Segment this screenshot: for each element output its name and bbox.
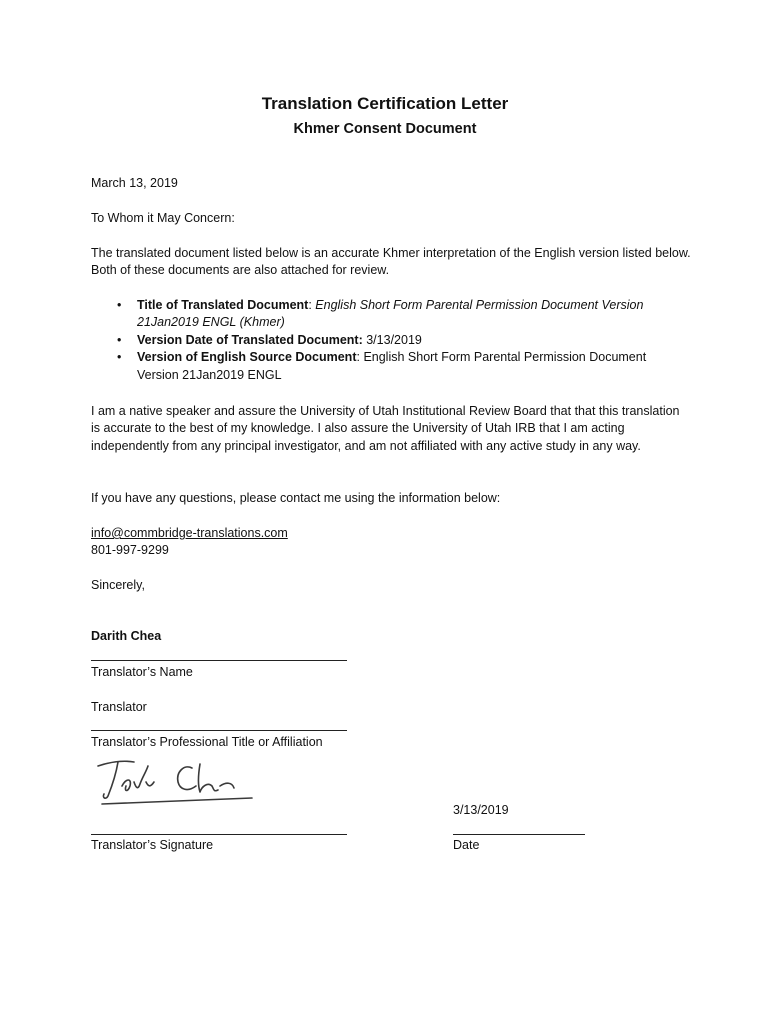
- email-link[interactable]: info@commbridge-translations.com: [91, 526, 288, 540]
- closing: Sincerely,: [91, 578, 145, 592]
- name-label: Translator’s Name: [91, 665, 193, 679]
- signature-underline: [91, 834, 347, 835]
- translator-title: Translator: [91, 700, 147, 714]
- item-separator: :: [356, 350, 364, 365]
- contact-intro: If you have any questions, please contact me using the information below:: [91, 491, 501, 505]
- item-value: English Short Form Parental Permission Document Version 21Jan2019 ENGL (Khmer): [137, 298, 644, 330]
- date-label: Date: [453, 838, 480, 852]
- document-subtitle: Khmer Consent Document: [293, 121, 477, 137]
- list-item: [91, 297, 691, 332]
- item-separator: :: [308, 298, 316, 312]
- bullet-icon: •: [117, 332, 122, 347]
- phone-number: 801-997-9299: [91, 543, 169, 557]
- title-underline: [91, 730, 347, 731]
- signature-date: 3/13/2019: [453, 803, 509, 817]
- document-title: Translation Certification Letter: [261, 94, 509, 113]
- list-item: [91, 332, 691, 349]
- assurance-paragraph: I am a native speaker and assure the University of Utah Institutional Review Board that that this translation is accurate to the best of my knowledge. I also assure the University of Utah IRB that I am acting independently from any principal investigator, and am not affiliated with any active study in any way.: [91, 404, 680, 453]
- bullet-icon: •: [117, 350, 122, 365]
- signature-label: Translator’s Signature: [91, 838, 214, 852]
- item-label: Title of Translated Document: [137, 298, 309, 312]
- title-label: Translator’s Professional Title or Affiliation: [91, 735, 323, 749]
- handwritten-signature: [92, 752, 260, 810]
- name-underline: [91, 660, 347, 661]
- bullet-icon: •: [117, 298, 122, 312]
- item-value: 3/13/2019: [366, 332, 422, 347]
- item-label: Version of English Source Document: [137, 350, 357, 365]
- salutation: To Whom it May Concern:: [91, 211, 235, 225]
- item-value: English Short Form Parental Permission Document Version 21Jan2019 ENGL: [137, 350, 647, 382]
- date-underline: [453, 834, 585, 835]
- intro-paragraph: The translated document listed below is an accurate Khmer interpretation of the English version listed below. Both of these documents are also attached for review.: [91, 246, 691, 278]
- letter-date: March 13, 2019: [91, 176, 178, 190]
- list-item: [91, 349, 691, 384]
- item-label: Version Date of Translated Document:: [137, 332, 363, 347]
- translator-name: Darith Chea: [91, 629, 162, 643]
- document-list: [91, 297, 691, 384]
